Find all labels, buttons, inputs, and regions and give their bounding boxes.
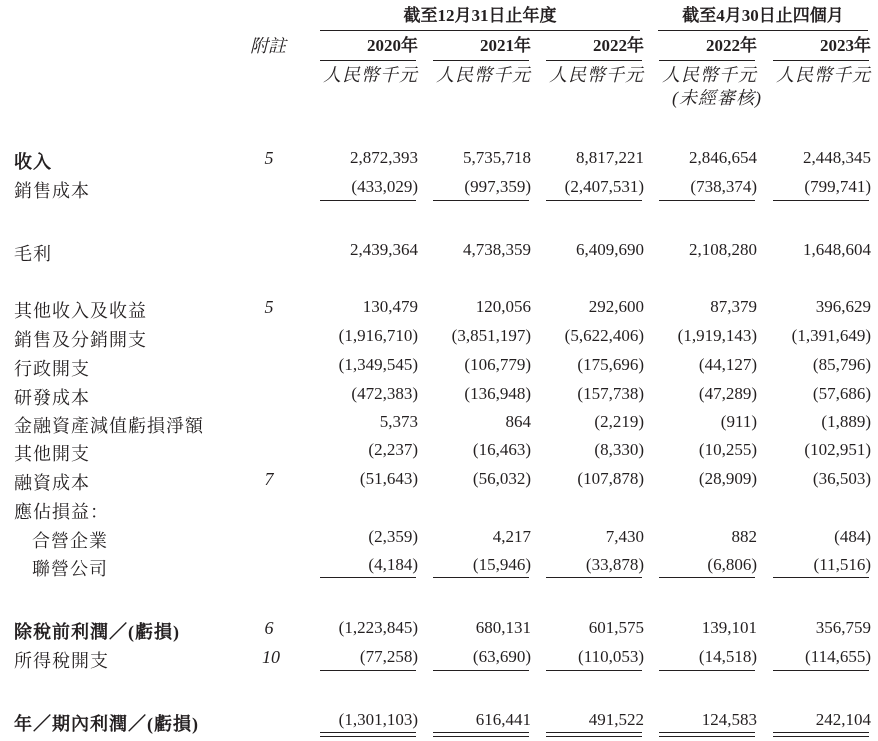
row-note: 6: [264, 618, 274, 638]
header-unit-2022: 人民幣千元: [549, 65, 644, 85]
header-unit-2020: 人民幣千元: [323, 65, 418, 85]
cell-2022: (2,219): [594, 412, 644, 431]
cell-2021: 4,217: [492, 527, 531, 546]
cell-2022: 6,409,690: [576, 240, 644, 259]
header-group-year-end: 截至12月31日止年度: [403, 6, 557, 25]
cell-2022-apr: (911): [720, 412, 757, 431]
cell-2023-apr: (484): [834, 527, 871, 546]
row-label: 年／期內利潤／(虧損): [14, 714, 199, 734]
header-year-rule: [320, 60, 416, 61]
cell-2020: (77,258): [359, 647, 418, 666]
cell-2020: (2,237): [368, 440, 418, 459]
cell-2020: 2,439,364: [350, 240, 418, 259]
cell-2020: (4,184): [368, 555, 418, 574]
subtotal-rule: [433, 577, 529, 578]
cell-2020: (433,029): [351, 177, 418, 196]
cell-2021: (63,690): [472, 647, 531, 666]
cell-2021: (56,032): [472, 469, 531, 488]
table-row-impairment: [0, 410, 878, 436]
cell-2023-apr: (1,889): [821, 412, 871, 431]
row-label: 應佔損益：: [14, 502, 109, 522]
cell-2021: 120,056: [475, 297, 531, 316]
table-row-admin-expenses: [0, 353, 878, 379]
cell-2021: 864: [505, 412, 531, 431]
table-row-rnd-costs: [0, 382, 878, 408]
cell-2022: 8,817,221: [576, 148, 644, 167]
cell-2022-apr: 87,379: [710, 297, 757, 316]
cell-2023-apr: 1,648,604: [803, 240, 871, 259]
header-year-rule: [659, 60, 755, 61]
cell-2022: (110,053): [578, 647, 644, 666]
row-label: 行政開支: [14, 359, 90, 379]
cell-2020: (1,916,710): [338, 326, 418, 345]
cell-2021: (136,948): [464, 384, 531, 403]
subtotal-rule: [659, 577, 755, 578]
cell-2023-apr: (102,951): [804, 440, 871, 459]
total-double-rule: [659, 736, 755, 737]
subtotal-rule: [546, 577, 642, 578]
row-note: 5: [264, 297, 274, 317]
cell-2022-apr: 2,846,654: [689, 148, 757, 167]
table-row-associates: [0, 553, 878, 579]
cell-2020: (1,223,845): [338, 618, 418, 637]
cell-2021: (16,463): [472, 440, 531, 459]
header-year-2021: 2021年: [480, 36, 531, 55]
cell-2021: (997,359): [464, 177, 531, 196]
total-double-rule: [433, 736, 529, 737]
cell-2023-apr: 356,759: [815, 618, 871, 637]
row-note: 5: [264, 148, 274, 168]
header-year-2023-apr: 2023年: [820, 36, 871, 55]
total-double-rule: [320, 736, 416, 737]
header-year-2020: 2020年: [367, 36, 418, 55]
subtotal-rule: [659, 670, 755, 671]
cell-2021: (106,779): [464, 355, 531, 374]
total-double-rule: [659, 732, 755, 733]
subtotal-rule: [320, 670, 416, 671]
total-double-rule: [546, 736, 642, 737]
cell-2022-apr: (738,374): [690, 177, 757, 196]
header-unit-2022-apr: 人民幣千元: [662, 65, 757, 85]
table-row-profit-for-period: [0, 708, 878, 734]
cell-2021: 616,441: [475, 710, 531, 729]
table-row-other-income: [0, 295, 878, 321]
cell-2022: (5,622,406): [564, 326, 644, 345]
cell-2023-apr: (11,516): [813, 555, 871, 574]
total-double-rule: [320, 732, 416, 733]
cell-2021: (15,946): [472, 555, 531, 574]
cell-2023-apr: (114,655): [805, 647, 871, 666]
cell-2020: 2,872,393: [350, 148, 418, 167]
cell-2022-apr: (28,909): [698, 469, 757, 488]
cell-2022-apr: (10,255): [698, 440, 757, 459]
cell-2020: (1,349,545): [338, 355, 418, 374]
cell-2020: 130,479: [362, 297, 418, 316]
header-year-rule: [773, 60, 869, 61]
cell-2022: (33,878): [585, 555, 644, 574]
subtotal-rule: [433, 200, 529, 201]
cell-2023-apr: 242,104: [815, 710, 871, 729]
subtotal-rule: [546, 670, 642, 671]
table-row-profit-before-tax: [0, 616, 878, 642]
cell-2022: (107,878): [577, 469, 644, 488]
total-double-rule: [546, 732, 642, 733]
header-year-2022: 2022年: [593, 36, 644, 55]
subtotal-rule: [433, 670, 529, 671]
row-label: 研發成本: [14, 388, 90, 408]
row-label: 聯營公司: [32, 559, 108, 579]
cell-2022: 292,600: [588, 297, 644, 316]
cell-2022: (157,738): [577, 384, 644, 403]
cell-2022-apr: (14,518): [698, 647, 757, 666]
total-double-rule: [433, 732, 529, 733]
cell-2023-apr: (57,686): [812, 384, 871, 403]
cell-2022: (8,330): [594, 440, 644, 459]
header-group-four-months-rule: [658, 30, 868, 31]
header-group-year-end-rule: [320, 30, 640, 31]
cell-2022-apr: (6,806): [707, 555, 757, 574]
cell-2020: (472,383): [351, 384, 418, 403]
cell-2023-apr: 2,448,345: [803, 148, 871, 167]
cell-2022-apr: 124,583: [701, 710, 757, 729]
cell-2023-apr: (799,741): [804, 177, 871, 196]
header-group-four-months: 截至4月30日止四個月: [682, 6, 844, 25]
cell-2023-apr: (85,796): [812, 355, 871, 374]
subtotal-rule: [320, 200, 416, 201]
header-unit-2021: 人民幣千元: [436, 65, 531, 85]
cell-2022: 491,522: [588, 710, 644, 729]
cell-2020: (1,301,103): [338, 710, 418, 729]
cell-2021: (3,851,197): [451, 326, 531, 345]
table-row-revenue: [0, 146, 878, 172]
row-label: 銷售及分銷開支: [14, 330, 147, 350]
table-row-gross-profit: [0, 238, 878, 264]
row-label: 其他開支: [14, 444, 90, 464]
cell-2022-apr: (47,289): [698, 384, 757, 403]
subtotal-rule: [320, 577, 416, 578]
header-unaudited: (未經審核): [672, 88, 762, 108]
table-row-income-tax: [0, 645, 878, 671]
cell-2021: 4,738,359: [463, 240, 531, 259]
total-double-rule: [773, 736, 869, 737]
row-note: 7: [264, 469, 274, 489]
subtotal-rule: [773, 200, 869, 201]
cell-2020: 5,373: [379, 412, 418, 431]
row-label: 所得稅開支: [14, 651, 109, 671]
subtotal-rule: [773, 670, 869, 671]
cell-2022-apr: 139,101: [701, 618, 757, 637]
table-row-selling-expenses: [0, 324, 878, 350]
table-row-joint-ventures: [0, 525, 878, 551]
row-label: 融資成本: [14, 473, 90, 493]
table-row-cost-of-sales: [0, 175, 878, 201]
cell-2022: (2,407,531): [564, 177, 644, 196]
cell-2023-apr: 396,629: [815, 297, 871, 316]
row-label: 金融資產減值虧損淨額: [14, 416, 204, 436]
header-unit-2023-apr: 人民幣千元: [776, 65, 871, 85]
total-double-rule: [773, 732, 869, 733]
table-row-share-of-results: [0, 496, 878, 522]
cell-2022: (175,696): [577, 355, 644, 374]
header-year-2022-apr: 2022年: [706, 36, 757, 55]
cell-2023-apr: (1,391,649): [791, 326, 871, 345]
cell-2023-apr: (36,503): [812, 469, 871, 488]
row-label: 銷售成本: [14, 181, 90, 201]
row-label: 毛利: [14, 244, 52, 264]
row-label: 收入: [14, 152, 52, 172]
header-year-rule: [546, 60, 642, 61]
table-row-other-expenses: [0, 438, 878, 464]
row-label: 合營企業: [32, 531, 108, 551]
header-year-rule: [433, 60, 529, 61]
subtotal-rule: [659, 200, 755, 201]
cell-2022-apr: 882: [731, 527, 757, 546]
cell-2022-apr: (44,127): [698, 355, 757, 374]
subtotal-rule: [773, 577, 869, 578]
row-note: 10: [262, 647, 280, 667]
header-note-col: 附註: [250, 36, 286, 56]
cell-2020: (2,359): [368, 527, 418, 546]
cell-2022: 7,430: [605, 527, 644, 546]
cell-2022-apr: (1,919,143): [677, 326, 757, 345]
cell-2020: (51,643): [359, 469, 418, 488]
row-label: 其他收入及收益: [14, 301, 147, 321]
row-label: 除稅前利潤／(虧損): [14, 622, 180, 642]
table-row-finance-costs: [0, 467, 878, 493]
cell-2021: 5,735,718: [463, 148, 531, 167]
subtotal-rule: [546, 200, 642, 201]
cell-2022-apr: 2,108,280: [689, 240, 757, 259]
cell-2022: 601,575: [588, 618, 644, 637]
cell-2021: 680,131: [475, 618, 531, 637]
